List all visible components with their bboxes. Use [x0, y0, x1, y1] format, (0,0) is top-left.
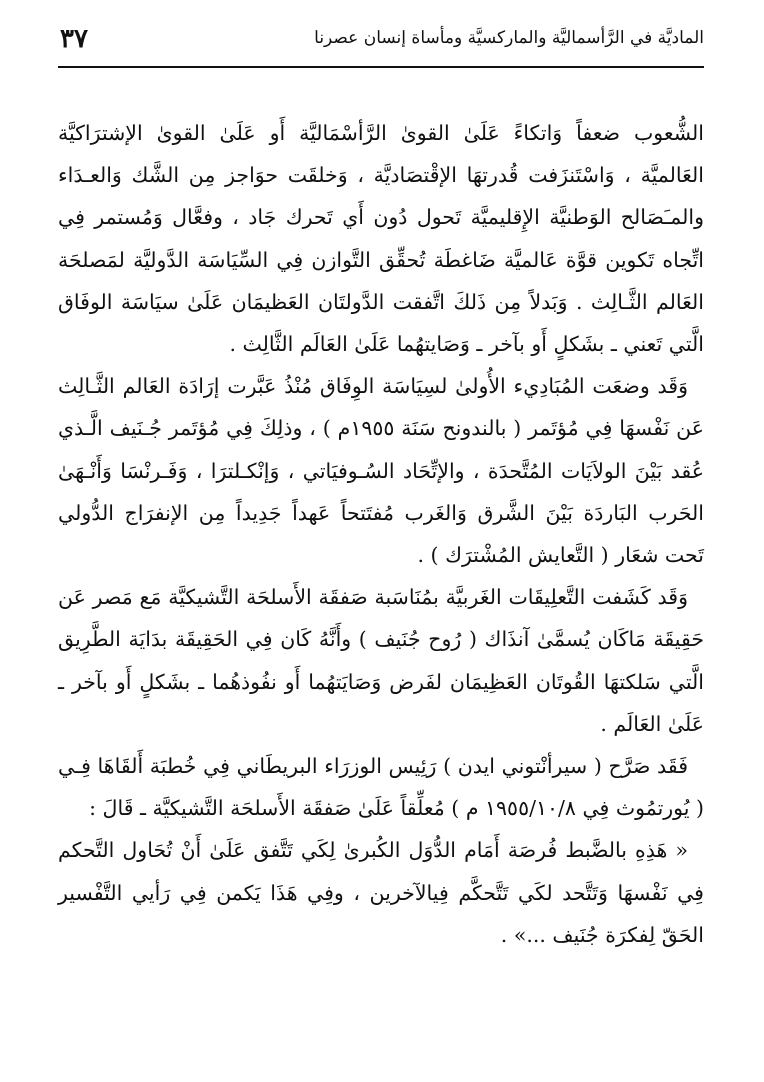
running-title: الماديَّة في الرَّأسماليَّة والماركسيَّة ومأساة إنسان عصرنا: [314, 28, 704, 48]
quotation-paragraph: « هَذِهِ بالضَّبط فُرصَة أَمَام الدُّوَل الكُبرىٰ لِكَي تَتَّفق عَلَىٰ أَنْ تُحَاول التَّحكم فِي نَفْسهَا وَتَتَّحد لكَي تَتَّحكَّم فِيالآخرين ، وفِي هَذَا يَكمن فِي رَأيي التَّفْسير الحَقّ لِفكرَة جُنَيف ...» .: [58, 838, 704, 947]
page-header: [58, 22, 704, 68]
page-number: ٣٧: [60, 24, 88, 54]
paragraph-4: فَقَد صَرَّح ( سيرأنْتوني ايدن ) رَئِيس الوزرَاء البريطَاني فِي خُطبَة أَلقَاهَا فِـي ( يُورتمُوث فِي ١٩٥٥/١٠/٨ م ) مُعلِّقاً عَلَىٰ صَفقَة الأَسلحَة التَّشيكيَّة ـ قَالَ :: [58, 754, 704, 821]
paragraph-1: الشُّعوب ضعفاً وَاتكاءً عَلَىٰ القوىٰ الرَّأسْمَاليَّة أَو عَلَىٰ القوىٰ الإشترَاكيَّة العَالميَّة ، وَاسْتَنزَفت قُدرتهَا الإقْتصَاديَّة ، وَخلقَت حوَاجز مِن الشَّك وَالعـدَاء والمـَصَالح الوَطنيَّة الإِقليميَّة تَحول دُون أَي تَحرك جَاد ، وفعَّال وَمُستمر فِي اتِّجاه تَكوين قوَّة عَالميَّة ضَاغطَة تُحقِّق التَّوازن فِي السِّيَاسَة الدَّوليَّة لمَصلحَة العَالم الثَّـالِث . وَبَدلاً مِن ذَلكَ اتَّفقت الدَّولتَان العَظيمَان عَلَىٰ سيَاسَة الوفَاق الَّتي تَعني ـ بشَكلٍ أَو بآخر ـ وَصَايتهُما عَلَىٰ العَالَم الثَّالِث .: [58, 121, 704, 357]
paragraph-2: وَقَد وضعَت المُبَادِيء الأُولىٰ لسِيَاسَة الوِفَاق مُنْذُ عَبَّرت إرَادَة العَالم الثَّـالِث عَن نَفْسهَا فِي مُؤتَمر ( بالندونح سَنَة ١٩٥٥م ) ، وذلِكَ فِي مُؤتَمر جُـنَيف الَّـذي عُقد بَيْنَ الولاَيَات المُتَّحدَة ، والإتِّحَاد السُـوفيَاتي ، وَإنْكـلترَا ، وَفَـرنْسَا وَأَنْـهَىٰ الحَرب البَاردَة بَيْنَ الشَّرق وَالغَرب مُفتَتحاً عَهداً جَدِيداً مِن الإنفرَاج الدُّولي تَحت شعَار ( التَّعايش المُشْترَك ) .: [58, 374, 705, 568]
paragraph-3: وَقَد كَشَفت التَّعلِيقَات الغَربيَّة بمُنَاسَبة صَفقَة الأَسلحَة التَّشيكيَّة مَع مَصر عَن حَقِيقَة مَاكَان يُسمَّىٰ آنذَاك ( رُوح جُنَيف ) وأَنَّهُ كَان فِي الحَقِيقَة بدَايَة الطَّرِيق الَّتي سَلكتهَا القُوتَان العَظِيمَان لفَرض وَصَايَتهُما أَو نفُوذهُما ـ بشَكلٍ أَو بآخر ـ عَلَىٰ العَالَم .: [58, 585, 704, 736]
body-text: [58, 112, 704, 956]
